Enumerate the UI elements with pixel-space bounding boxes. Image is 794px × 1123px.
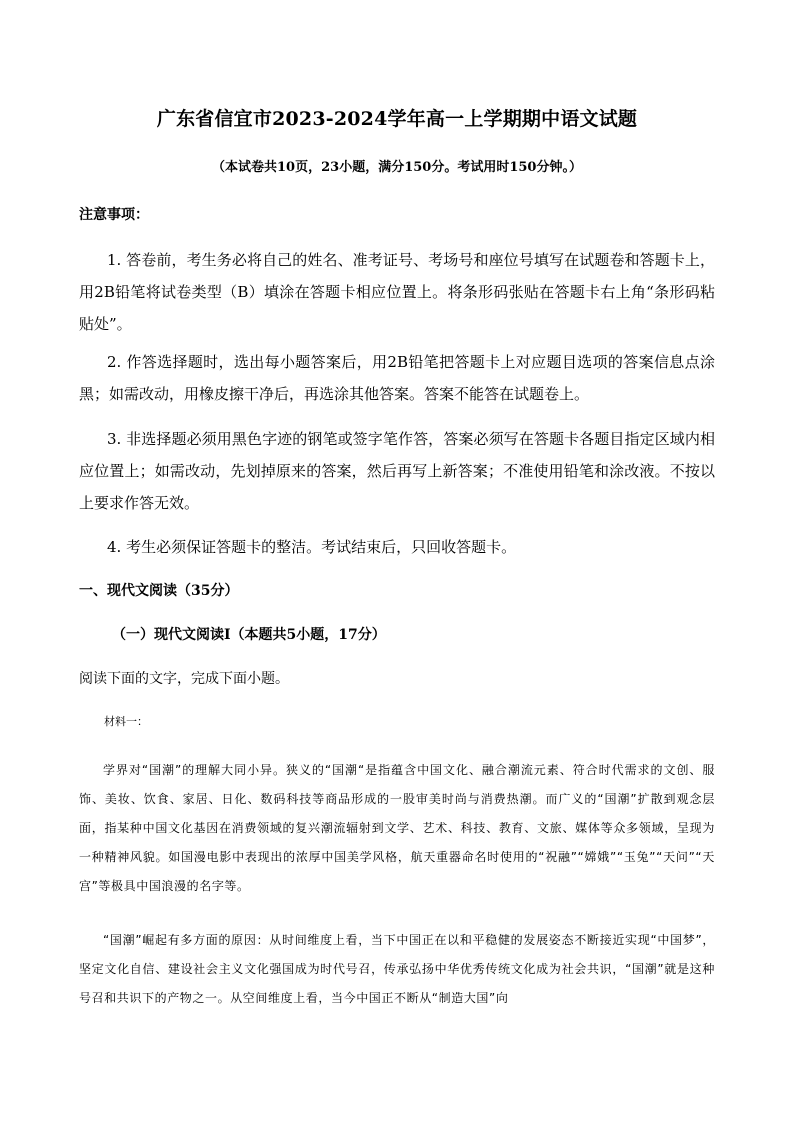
exam-subtitle: （本试卷共10页，23小题，满分150分。考试用时150分钟。） bbox=[212, 160, 582, 175]
material-paragraph-1: 学界对“国潮”的理解大同小异。狭义的“国潮“是指蕴含中国文化、融合潮流元素、符合时代需求的文创、服饰、美妆、饮食、家居、日化、数码科技等商品形成的一股审美时尚与消费热潮。而广义的“国潮”扩散到观念层面，指某种中国文化基因在消费领域的复兴潮流辐射到文学、艺术、科技、教育、文旅、媒体等众多领域，呈现为一种精神风貌。如国漫电影中表现出的浓厚中国美学风格，航天重器命名时使用的“祝融”“嫦娥”“玉兔”“天问”“天宫”等极具中国浪漫的名字等。 bbox=[79, 763, 715, 893]
material-paragraph-2: “国潮”崛起有多方面的原因：从时间维度上看，当下中国正在以和平稳健的发展姿态不断接近实现“中国梦”，坚定文化自信、建设社会主义文化强国成为时代号召，传承弘扬中华优秀传统文化成为社会共识，“国潮”就是这种号召和共识下的产物之一。从空间维度上看，当今中国正不断从“制造大国”向 bbox=[79, 933, 715, 1005]
material-label: 材料一： bbox=[104, 715, 148, 728]
subsection-heading: （一）现代文阅读Ⅰ（本题共5小题，17分） bbox=[112, 627, 386, 643]
reading-instruction: 阅读下面的文字，完成下面小题。 bbox=[79, 671, 289, 687]
notice-item-4: 4. 考生必须保证答题卡的整洁。考试结束后，只回收答题卡。 bbox=[107, 538, 517, 556]
notice-heading: 注意事项： bbox=[79, 207, 149, 223]
notice-item-3: 3. 非选择题必须用黑色字迹的钢笔或签字笔作答，答案必须写在答题卡各题目指定区域内相应位置上；如需改动，先划掉原来的答案，然后再写上新答案；不准使用铅笔和涂改液。不按以上要求作答无效。 bbox=[79, 430, 715, 512]
notice-item-1: 1. 答卷前，考生务必将自己的姓名、准考证号、考场号和座位号填写在试题卷和答题卡上，用2B铅笔将试卷类型（B）填涂在答题卡相应位置上。将条形码张贴在答题卡右上角“条形码粘贴处”。 bbox=[79, 251, 715, 333]
exam-title: 广东省信宜市2023-2024学年高一上学期期中语文试题 bbox=[156, 108, 638, 130]
notice-item-2: 2. 作答选择题时，选出每小题答案后，用2B铅笔把答题卡上对应题目选项的答案信息点涂黑；如需改动，用橡皮擦干净后，再选涂其他答案。答案不能答在试题卷上。 bbox=[79, 353, 715, 403]
section-heading: 一、现代文阅读（35分） bbox=[79, 583, 239, 599]
